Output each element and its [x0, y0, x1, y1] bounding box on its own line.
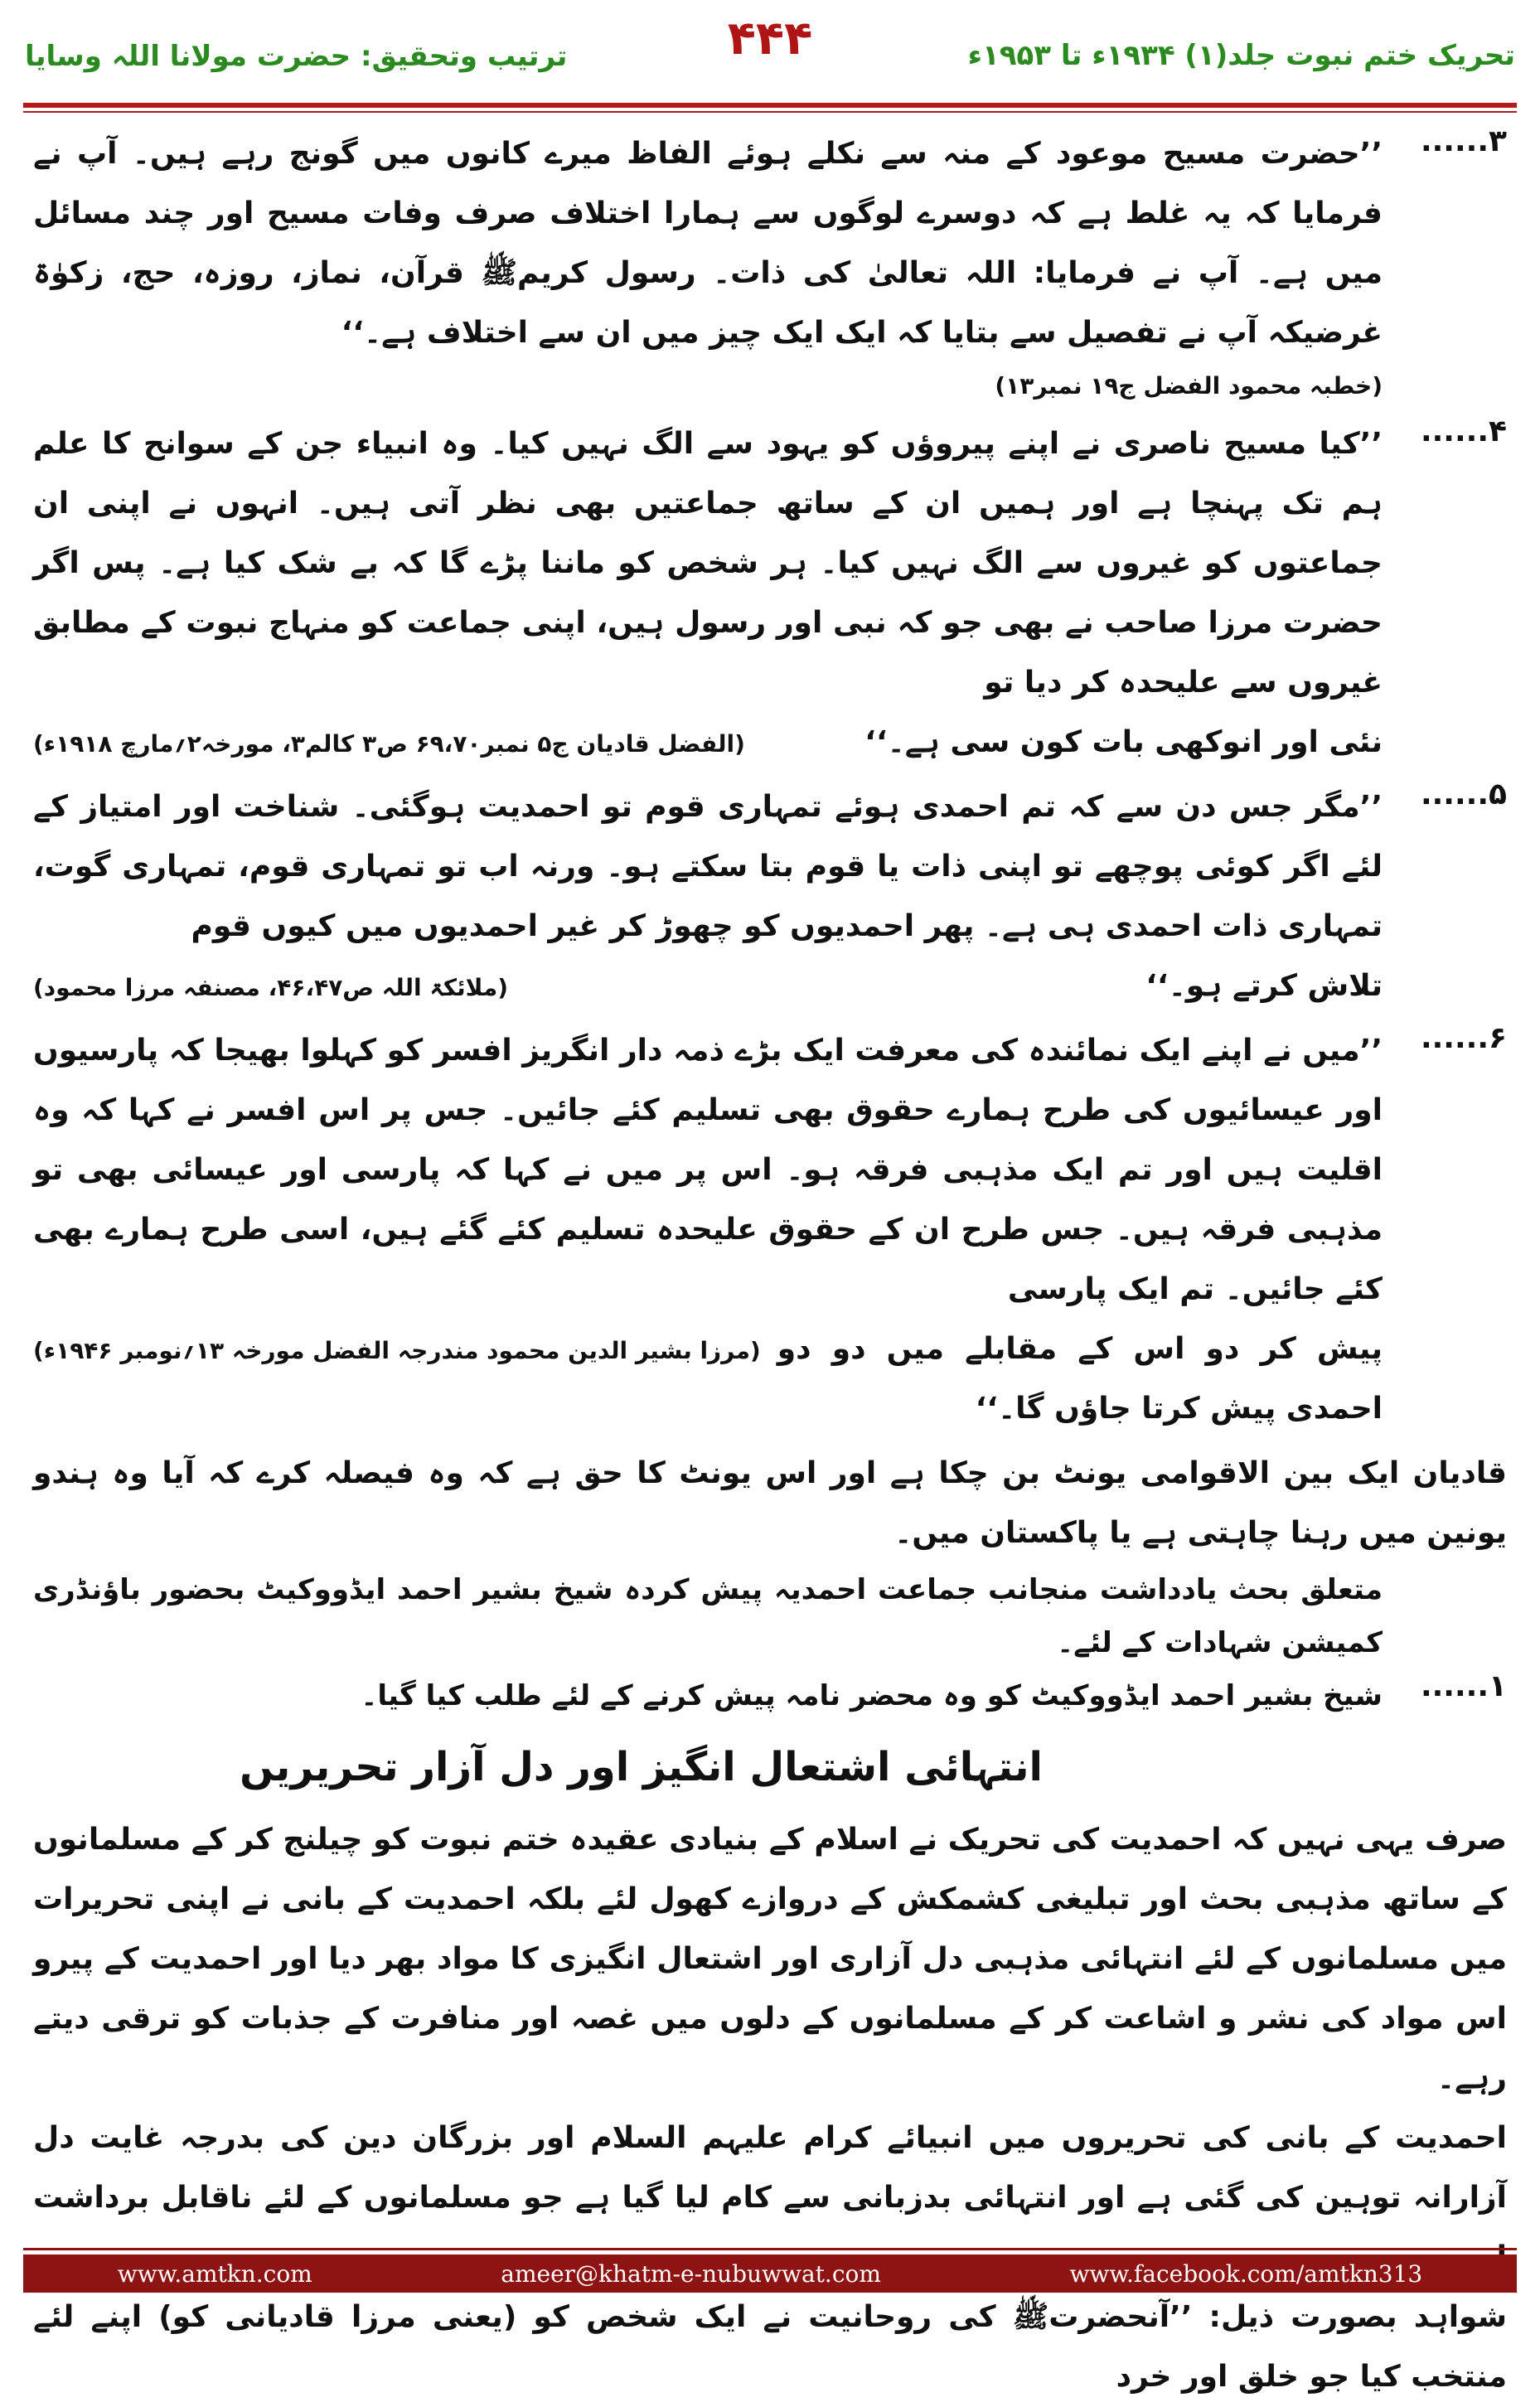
- memorandum-note: متعلق بحث یادداشت منجانب جماعت احمدیہ پیش کردہ شیخ بشیر احمد ایڈووکیٹ بحضور باؤنڈری کمیشن شہادات کے لئے۔: [33, 1573, 1383, 1659]
- compiler-credit: ترتیب وتحقیق: حضرت مولانا اللہ وسایا: [25, 39, 568, 73]
- quote-text: ’’میں نے اپنے ایک نمائندہ کی معرفت ایک بڑے ذمہ دار انگریز افسر کو کہلوا بھیجا کہ پارسیوں اور عیسائیوں کی طرح ہمارے حقوق بھی تسلیم کئے جائیں۔ جس پر اس افسر نے کہا کہ وہ اقلیت ہیں اور تم ایک مذہبی فرقہ ہو۔ اس پر میں نے کہا کہ پارسی اور عیسائی بھی تو مذہبی فرقہ ہیں۔ جس طرح ان کے حقوق علیحدہ تسلیم کئے گئے ہیں، اسی طرح ہمارے بھی کئے جائیں۔ تم ایک پارسی: [33, 1034, 1383, 1306]
- quote-tail-row: [33, 957, 1383, 1016]
- item-number: ۴......: [1420, 414, 1507, 448]
- qadian-paragraph: قادیان ایک بین الاقوامی یونٹ بن چکا ہے اور اس یونٹ کا حق ہے کہ وہ فیصلہ کرے کہ آیا وہ ہندو یونین میں رہنا چاہتی ہے یا پاکستان میں۔: [33, 1456, 1507, 1550]
- body-paragraph: احمدیت کے بانی کی تحریروں میں انبیائے کرام علیہم السلام اور بزرگان دین کی بدرجہ غایت دل آزارانہ توہین کی گئی ہے اور انتہائی بدزبانی سے کام لیا گیا ہے جو مسلمانوں کے لئے ناقابل برداشت: [33, 2121, 1507, 2215]
- quote-item-6: [33, 1021, 1507, 1439]
- quote-text: ’’حضرت مسیح موعود کے منہ سے نکلے ہوئے الفاظ میرے کانوں میں گونج رہے ہیں۔ آپ نے فرمایا کہ یہ غلط ہے کہ دوسرے لوگوں سے ہمارا اختلاف صرف وفات مسیح اور چند مسائل میں ہے۔ آپ نے فرمایا: اللہ تعالیٰ کی ذات۔ رسول کریمﷺ قرآن، نماز، روزہ، حج، زکوٰۃ غرضیکہ آپ نے تفصیل سے بتایا کہ ایک ایک چیز میں ان سے اختلاف ہے۔‘‘: [33, 137, 1383, 350]
- quote-tail: پیش کر دو اس کے مقابلے میں دو دو احمدی پیش کرتا جاؤں گا۔‘‘: [777, 1332, 1383, 1426]
- footer-bar: [23, 2254, 1517, 2293]
- quote-text: ’’کیا مسیح ناصری نے اپنے پیروؤں کو یہود سے الگ نہیں کیا۔ وہ انبیاء جن کے سوانح کا علم ہم تک پہنچا ہے اور ہمیں ان کے ساتھ جماعتیں بھی نظر آتی ہیں۔ انہوں نے اپنی ان جماعتوں کو غیروں سے الگ نہیں کیا۔ ہر شخص کو ماننا پڑے گا کہ بے شک کیا ہے۔ پس اگر حضرت مرزا صاحب نے بھی جو کہ نبی اور رسول ہیں، اپنی جماعت کو منہاج نبوت کے مطابق غیروں سے علیحدہ کر دیا تو: [33, 427, 1383, 700]
- email-link[interactable]: ameer@khatm-e-nubuwwat.com: [501, 2259, 881, 2288]
- quote-tail: تلاش کرتے ہو۔‘‘: [1145, 969, 1383, 1003]
- section-heading: انتہائی اشتعال انگیز اور دل آزار تحریریں: [240, 1744, 1043, 1790]
- footer-rule: [23, 2248, 1517, 2250]
- quote-tail-row: [33, 1320, 1383, 1439]
- item-number: ۵......: [1420, 777, 1507, 811]
- quote-reference: (مرزا بشیر الدین محمود مندرجہ الفضل مورخہ ۱۳؍نومبر ۱۹۴۶ء): [33, 1337, 761, 1364]
- quote-tail-row: [33, 713, 1383, 772]
- quote-tail: نئی اور انوکھی بات کون سی ہے۔‘‘: [864, 725, 1383, 759]
- item-number: ۳......: [1420, 124, 1507, 158]
- memorandum-text: شیخ بشیر احمد ایڈووکیٹ کو وہ محضر نامہ پیش کرنے کے لئے طلب کیا گیا۔: [361, 1679, 1383, 1712]
- body-paragraph: صرف یہی نہیں کہ احمدیت کی تحریک نے اسلام کے بنیادی عقیدہ ختم نبوت کو چیلنج کر کے مسلمانوں کے ساتھ مذہبی بحث اور تبلیغی کشمکش کے دروازے کھول لئے بلکہ احمدیت کے بانی نے اپنی تحریرات میں مسلمانوں کے لئے انتہائی مذہبی دل آزاری اور اشتعال انگیزی کا مواد بھر دیا اور احمدیت کے پیرو اس مواد کی نشر و اشاعت کر کے مسلمانوں کے دلوں میں غصہ اور منافرت کے جذبات کو ترقی دیتے رہے۔: [33, 1823, 1507, 2095]
- body-paragraph: شواہد بصورت ذیل: ’’آنحضرتﷺ کی روحانیت نے ایک شخص کو (یعنی مرزا قادیانی کو) اپنے لئے منتخب کیا جو خلق اور خرد: [33, 2300, 1507, 2394]
- item-number: ۱......: [1420, 1669, 1507, 1703]
- header-rule-thin: [23, 111, 1517, 113]
- memorandum-item-1: [33, 1669, 1507, 1722]
- book-title: تحریک ختم نبوت جلد(۱) ۱۹۳۴ء تا ۱۹۵۳ء: [967, 39, 1515, 72]
- quote-reference: (خطبہ محمود الفضل ج۱۹ نمبر۱۳): [995, 372, 1383, 400]
- website-link[interactable]: www.amtkn.com: [117, 2259, 312, 2288]
- quote-reference: (ملائکۃ اللہ ص۴۶،۴۷، مصنفہ مرزا محمود): [33, 974, 508, 1001]
- page-number: ۴۴۴: [727, 12, 813, 65]
- quote-reference: (الفضل قادیان ج۵ نمبر۶۹،۷۰ ص۳ کالم۳، مورخہ۲؍مارچ ۱۹۱۸ء): [33, 730, 745, 758]
- quote-text: ’’مگر جس دن سے کہ تم احمدی ہوئے تمہاری قوم تو احمدیت ہوگئی۔ شناخت اور امتیاز کے لئے اگر کوئی پوچھے تو اپنی ذات یا قوم بتا سکتے ہو۔ ورنہ اب تو تمہاری قوم، تمہاری گوت، تمہاری ذات احمدی ہی ہے۔ پھر احمدیوں کو چھوڑ کر غیر احمدیوں میں کیوں قوم: [33, 790, 1383, 943]
- quote-item-5: [33, 777, 1507, 1016]
- quote-item-4: [33, 414, 1507, 772]
- item-number: ۶......: [1420, 1021, 1507, 1055]
- facebook-link[interactable]: www.facebook.com/amtkn313: [1069, 2259, 1423, 2288]
- quote-item-3: [33, 124, 1507, 409]
- header-rule: [23, 103, 1517, 108]
